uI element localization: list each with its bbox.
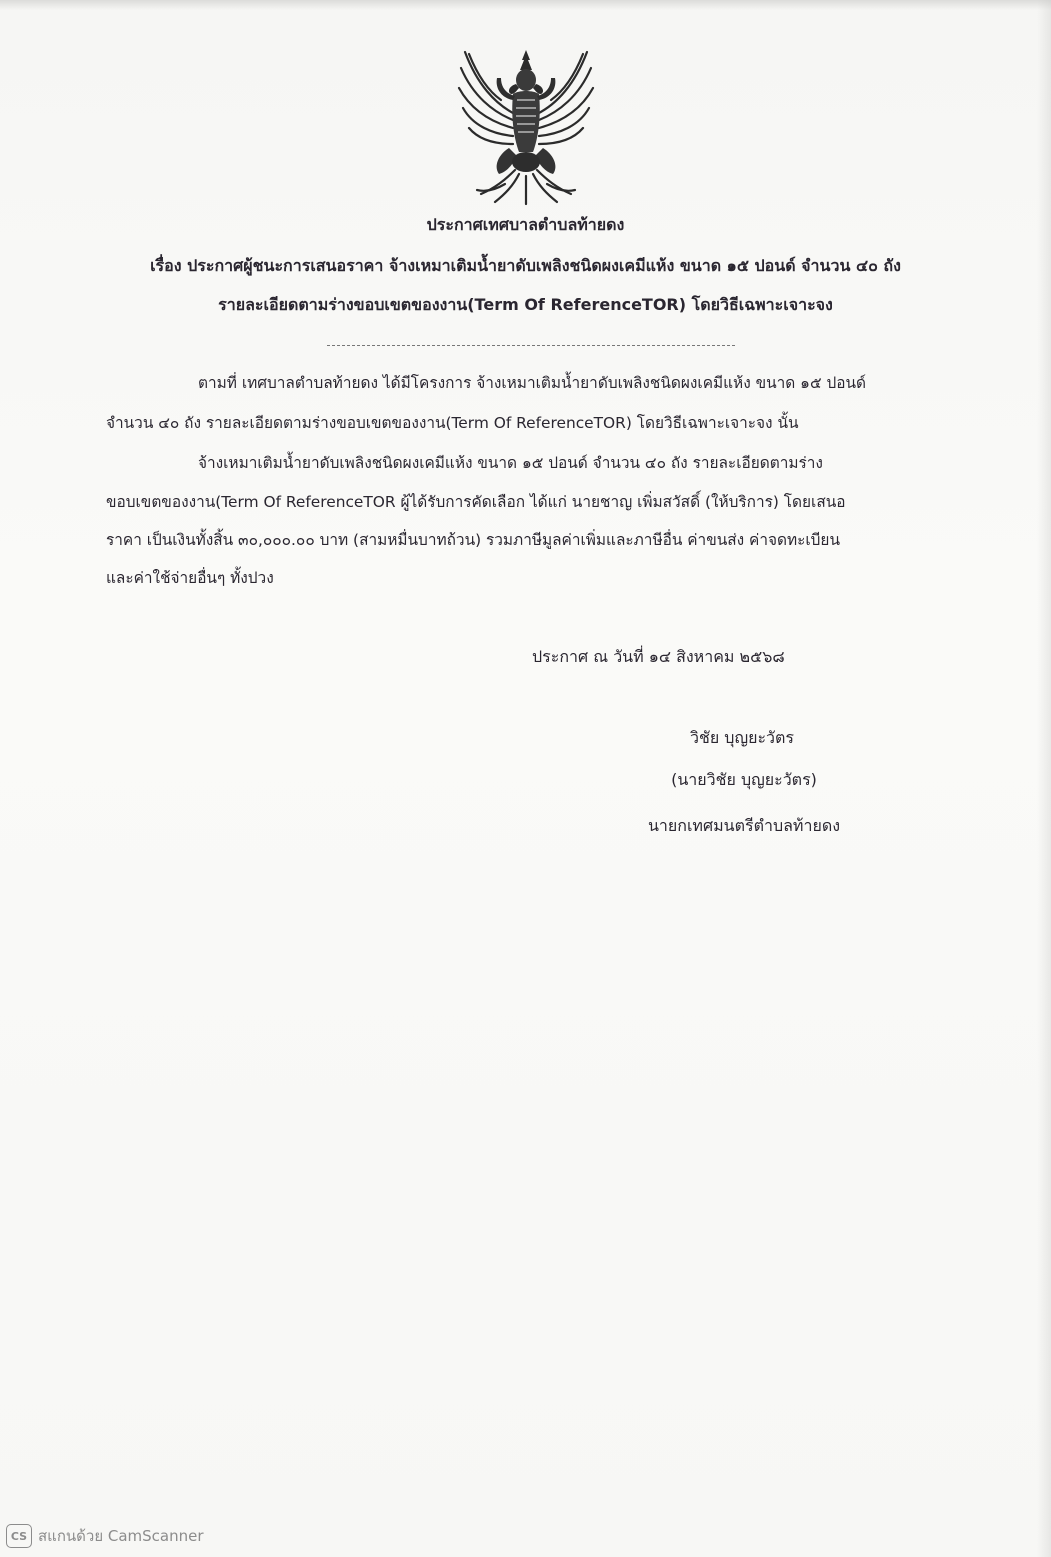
dashed-separator bbox=[327, 345, 735, 346]
paragraph-2-line-2: ขอบเขตของงาน(Term Of ReferenceTOR ผู้ได้รับการคัดเลือก ได้แก่ นายชาญ เพิ่มสวัสดิ์ (ให้บริการ) โดยเสนอ bbox=[106, 493, 846, 511]
garuda-emblem-icon bbox=[455, 44, 597, 208]
paragraph-2-line-4: และค่าใช้จ่ายอื่นๆ ทั้งปวง bbox=[106, 569, 274, 587]
watermark-text: สแกนด้วย CamScanner bbox=[38, 1527, 204, 1545]
signature-printed-name: (นายวิชัย บุญยะวัตร) bbox=[671, 770, 817, 789]
paragraph-2-line-3: ราคา เป็นเงินทั้งสิ้น ๓๐,๐๐๐.๐๐ บาท (สามหมื่นบาทถ้วน) รวมภาษีมูลค่าเพิ่มและภาษีอื่น ค่าขนส่ง ค่าจดทะเบียน bbox=[106, 531, 840, 549]
paragraph-2-line-1: จ้างเหมาเติมน้ำยาดับเพลิงชนิดผงเคมีแห้ง ขนาด ๑๕ ปอนด์ จำนวน ๔๐ ถัง รายละเอียดตามร่าง bbox=[198, 454, 823, 472]
announce-date: ประกาศ ณ วันที่ ๑๔ สิงหาคม ๒๕๖๘ bbox=[532, 647, 785, 666]
page-top-edge bbox=[0, 0, 1051, 10]
camscanner-watermark bbox=[6, 1524, 204, 1548]
camscanner-logo-icon: CS bbox=[6, 1524, 32, 1548]
paragraph-1-line-1: ตามที่ เทศบาลตำบลท้ายดง ได้มีโครงการ จ้างเหมาเติมน้ำยาดับเพลิงชนิดผงเคมีแห้ง ขนาด ๑๕ ปอนด์ bbox=[198, 374, 867, 392]
signature-name: วิชัย บุญยะวัตร bbox=[689, 728, 795, 747]
announcement-title: ประกาศเทศบาลตำบลท้ายดง bbox=[426, 215, 625, 234]
announcement-subject-line-1: เรื่อง ประกาศผู้ชนะการเสนอราคา จ้างเหมาเติมน้ำยาดับเพลิงชนิดผงเคมีแห้ง ขนาด ๑๕ ปอนด์ จำนวน ๔๐ ถัง bbox=[150, 256, 901, 275]
announcement-subject-line-2: รายละเอียดตามร่างขอบเขตของงาน(Term Of ReferenceTOR) โดยวิธีเฉพาะเจาะจง bbox=[218, 295, 833, 314]
paragraph-1-line-2: จำนวน ๔๐ ถัง รายละเอียดตามร่างขอบเขตของงาน(Term Of ReferenceTOR) โดยวิธีเฉพาะเจาะจง นั้น bbox=[106, 414, 799, 432]
signature-position: นายกเทศมนตรีตำบลท้ายดง bbox=[647, 816, 841, 835]
